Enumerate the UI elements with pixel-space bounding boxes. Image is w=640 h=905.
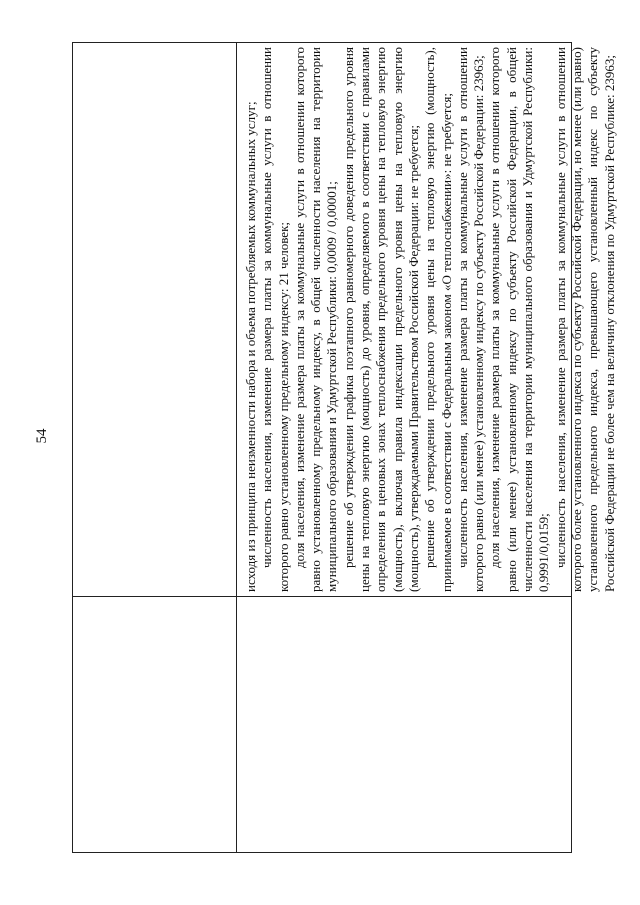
table-row — [237, 43, 617, 852]
table-row-empty — [73, 43, 237, 852]
paragraph: численность населения, изменение размера платы за коммунальные услуги в отношении которого более установленного индекса по субъекту Российской Федерации, но менее (или равно) установленного предельного индекса, превышающего установленный индекс по субъекту Российской Федерации не более чем на величину отклонения по Удмуртской Республике: 23963; — [552, 47, 617, 592]
content-table — [72, 42, 617, 853]
page-number: 54 — [34, 428, 50, 444]
paragraph: доля населения, изменение размера платы за коммунальные услуги в отношении которого равно установленному предельному индексу, в общей численности населения на территории муниципального образования и Удмуртской Республики: 0,0009 / 0,00001; — [291, 47, 340, 592]
paragraph: исходя из принципа неизменности набора и объема потребляемых коммунальных услуг; — [243, 101, 258, 592]
column-divider — [237, 596, 571, 597]
paragraph: решение об утверждении предельного уровня цены на тепловую энергию (мощность), принимаемое в соответствии с Федеральным законом «О теплоснабжении»: не требуется; — [422, 47, 454, 592]
paragraph: доля населения, изменение размера платы за коммунальные услуги в отношении которого равно (или менее) установленному индексу по субъекту Российской Федерации, в общей численности населения на территории муниципального образования и Удмуртской Республики: 0,9991/0,0159; — [487, 47, 552, 592]
table-cell-text — [243, 47, 617, 592]
paragraph: решение об утверждении графика поэтапного равномерного доведения предельного уровня цены на тепловую энергию (мощность) до уровня, определяемого в соответствии с правилами определения в ценовых зонах теплоснабжения предельного уровня цены на тепловую энергию (мощность), включая правила индексации предельного уровня цены на тепловую энергию (мощность), утверждаемыми Правительством Российской Федерации: не требуется; — [340, 47, 421, 592]
rotated-page — [72, 42, 617, 853]
paragraph: численность населения, изменение размера платы за коммунальные услуги в отношении которого равно установленному предельному индексу: 21 человек; — [259, 47, 291, 592]
paragraph: численность населения, изменение размера платы за коммунальные услуги в отношении которого равно (или менее) установленному индексу по субъекту Российской Федерации: 23963; — [454, 47, 487, 592]
column-divider — [73, 596, 236, 597]
